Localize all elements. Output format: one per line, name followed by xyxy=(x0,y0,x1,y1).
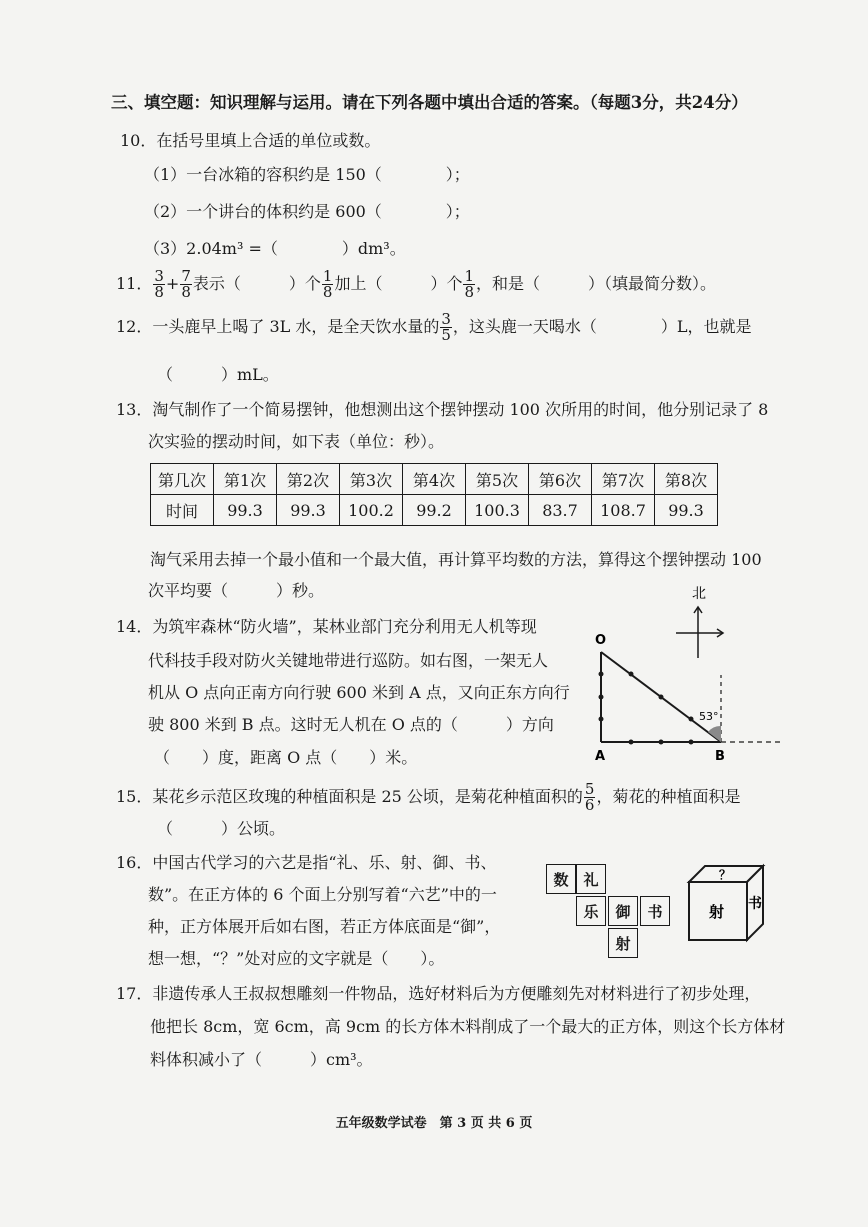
q10-stem: 10．在括号里填上合适的单位或数。 xyxy=(120,131,381,150)
q13-line1: 13．淘气制作了一个简易摆钟，他想测出这个摆钟摆动 100 次所用的时间，他分别记录了 8 xyxy=(116,400,769,419)
table-header-cell: 第1次 xyxy=(214,464,277,495)
denominator: 8 xyxy=(154,283,164,301)
table-cell: 99.2 xyxy=(403,495,466,526)
q11-text2: 加上（ ）个 xyxy=(334,274,463,293)
table-header-cell: 第几次 xyxy=(151,464,214,495)
denominator: 8 xyxy=(181,283,191,301)
fraction xyxy=(584,782,596,813)
q11-text3: ，和是（ ）（填最简分数）。 xyxy=(476,274,717,293)
section-title: 三、填空题：知识理解与运用。请在下列各题中填出合适的答案。（每题3分，共24分） xyxy=(111,93,748,112)
numerator: 7 xyxy=(181,267,191,285)
cube-side-face: 书 xyxy=(748,896,762,912)
q17-line3: 料体积减小了（ ）cm³。 xyxy=(150,1050,373,1069)
tick-dots xyxy=(599,672,694,745)
table-cell: 100.2 xyxy=(340,495,403,526)
cube-top-face: ？ xyxy=(719,868,732,882)
q15-line2: （ ）公顷。 xyxy=(157,819,286,838)
q16-line1: 16．中国古代学习的六艺是指“礼、乐、射、御、书、 xyxy=(116,853,497,872)
table-cell: 99.3 xyxy=(277,495,340,526)
table-cell: 99.3 xyxy=(655,495,718,526)
net-face: 御 xyxy=(608,896,638,926)
q10-part3: （3）2.04m³ =（ ）dm³。 xyxy=(144,239,406,258)
fraction xyxy=(322,269,334,300)
point-A-label: A xyxy=(595,749,606,764)
net-face: 乐 xyxy=(576,896,606,926)
q16-line4: 想一想，“？”处对应的文字就是（ ）。 xyxy=(148,949,445,968)
net-face: 礼 xyxy=(576,864,606,894)
fraction xyxy=(440,312,452,343)
q15-text-a: 15．某花乡示范区玫瑰的种植面积是 25 公顷，是菊花种植面积的 xyxy=(116,787,583,806)
angle-label: 53° xyxy=(699,710,719,723)
numerator: 1 xyxy=(464,267,474,285)
table-cell: 时间 xyxy=(151,495,214,526)
point-B-label: B xyxy=(715,749,725,764)
fraction xyxy=(153,269,165,300)
table-cell: 100.3 xyxy=(466,495,529,526)
q15-line1 xyxy=(116,779,740,815)
q17-line1: 17．非遗传承人王叔叔想雕刻一件物品，选好材料后为方便雕刻先对材料进行了初步处理， xyxy=(116,984,761,1003)
q15-text-b: ，菊花的种植面积是 xyxy=(596,787,741,806)
table-cell: 99.3 xyxy=(214,495,277,526)
denominator: 8 xyxy=(464,283,474,301)
q14-line1: 14．为筑牢森林“防火墙”，某林业部门充分利用无人机等现 xyxy=(116,617,537,636)
compass-icon xyxy=(676,607,723,658)
q16-line2: 数”。在正方体的 6 个面上分别写着“六艺”中的一 xyxy=(148,885,497,904)
swing-time-table xyxy=(150,463,718,526)
table-header-row xyxy=(151,464,718,495)
table-header-cell: 第3次 xyxy=(340,464,403,495)
q17-line2: 他把长 8cm，宽 6cm，高 9cm 的长方体木料削成了一个最大的正方体，则这个长方体材 xyxy=(150,1017,786,1036)
q13-line2: 次实验的摆动时间，如下表（单位：秒）。 xyxy=(148,432,445,451)
plus-sign: + xyxy=(165,274,180,293)
q10-part2: （2）一个讲台的体积约是 600（ ）； xyxy=(144,202,470,221)
q12-text-a: 12．一头鹿早上喝了 3L 水，是全天饮水量的 xyxy=(116,317,440,336)
drone-route-diagram xyxy=(588,580,848,770)
table-cell: 83.7 xyxy=(529,495,592,526)
q11-number: 11． xyxy=(116,274,153,293)
page-footer: 五年级数学试卷 第 3 页 共 6 页 xyxy=(335,1116,533,1131)
table-header-cell: 第7次 xyxy=(592,464,655,495)
fraction xyxy=(180,269,192,300)
q12-line1 xyxy=(116,309,752,345)
numerator: 3 xyxy=(441,310,451,328)
table-cell: 108.7 xyxy=(592,495,655,526)
table-header-cell: 第4次 xyxy=(403,464,466,495)
q14-line2: 代科技手段对防火关键地带进行巡防。如右图，一架无人 xyxy=(148,651,549,670)
q12-text-b: ，这头鹿一天喝水（ ）L，也就是 xyxy=(452,317,752,336)
table-row xyxy=(151,495,718,526)
north-label: 北 xyxy=(692,586,706,602)
q14-line3: 机从 O 点向正南方向行驶 600 米到 A 点，又向正东方向行 xyxy=(148,683,570,702)
net-face: 射 xyxy=(608,928,638,958)
q13-line4: 次平均要（ ）秒。 xyxy=(148,581,325,600)
q11-text1: 表示（ ）个 xyxy=(192,274,321,293)
fraction xyxy=(463,269,475,300)
net-face: 书 xyxy=(640,896,670,926)
q13-line3: 淘气采用去掉一个最小值和一个最大值，再计算平均数的方法，算得这个摆钟摆动 100 xyxy=(150,550,762,569)
table-header-cell: 第6次 xyxy=(529,464,592,495)
q14-line4: 驶 800 米到 B 点。这时无人机在 O 点的（ ）方向 xyxy=(148,715,554,734)
numerator: 5 xyxy=(584,780,595,798)
table-header-cell: 第2次 xyxy=(277,464,340,495)
cube-diagram xyxy=(685,862,767,944)
table-header-cell: 第5次 xyxy=(466,464,529,495)
q11-line xyxy=(116,266,716,302)
table-header-cell: 第8次 xyxy=(655,464,718,495)
q12-line2: （ ）mL。 xyxy=(157,365,279,384)
denominator: 8 xyxy=(322,283,333,301)
q16-line3: 种，正方体展开后如右图，若正方体底面是“御”， xyxy=(148,917,501,936)
q14-line5: （ ）度，距离 O 点（ ）米。 xyxy=(154,748,418,767)
point-O-label: O xyxy=(595,633,607,648)
numerator: 1 xyxy=(322,267,333,285)
cube-front-face: 射 xyxy=(709,903,725,921)
net-face: 数 xyxy=(546,864,576,894)
denominator: 6 xyxy=(584,796,595,814)
q10-part1: （1）一台冰箱的容积约是 150（ ）； xyxy=(144,165,470,184)
denominator: 5 xyxy=(441,326,451,344)
numerator: 3 xyxy=(154,267,164,285)
